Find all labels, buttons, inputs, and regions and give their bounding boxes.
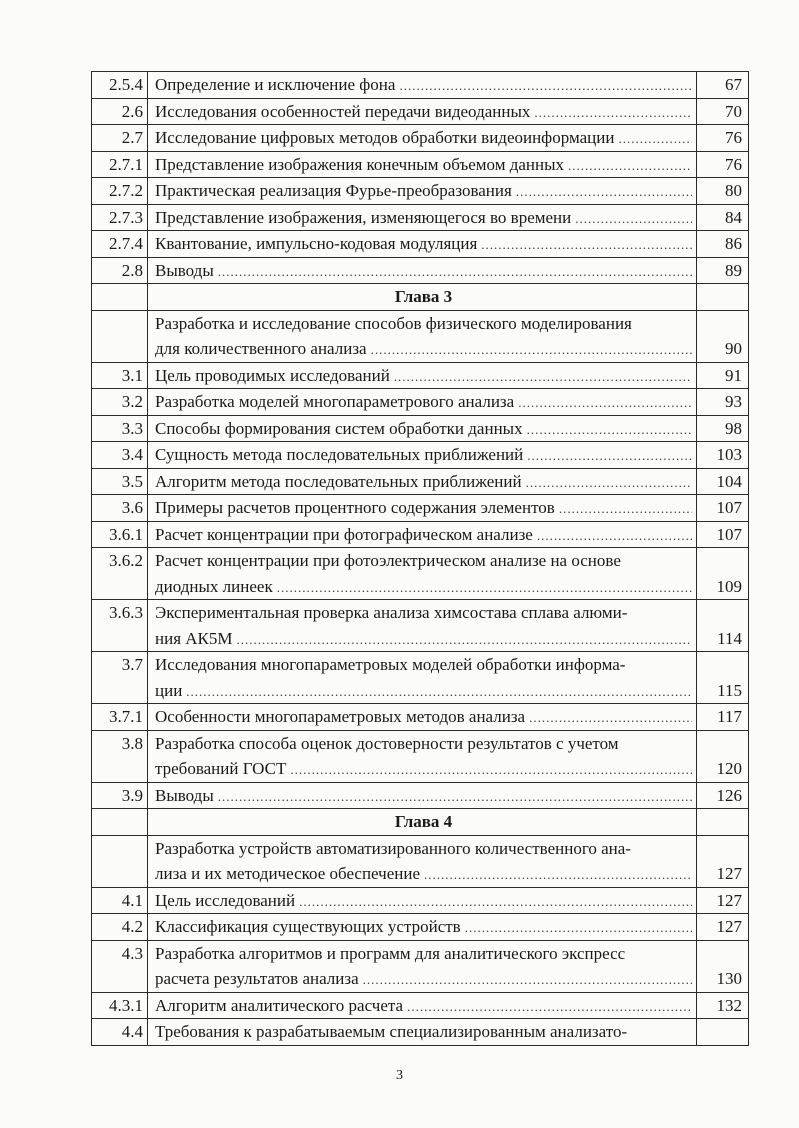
section-title-text: Разработка алгоритмов и программ для аналитического экспресс <box>155 943 626 963</box>
section-title-text: ния АК5М <box>155 628 233 648</box>
toc-number-cell <box>92 125 148 152</box>
section-title-text: Расчет концентрации при фотоэлектрическом анализе на основе <box>155 551 621 570</box>
dot-leader <box>237 627 693 652</box>
toc-title-cell <box>148 257 697 284</box>
dot-leader <box>518 390 692 415</box>
toc-number-cell <box>92 495 148 522</box>
section-number: 2.6 <box>121 101 143 121</box>
dot-leader <box>516 179 692 204</box>
page-ref: 76 <box>725 154 742 174</box>
section-number: 4.2 <box>121 917 143 936</box>
toc-title-cell <box>148 704 697 731</box>
section-title-line <box>155 72 692 98</box>
toc-page-cell <box>697 72 749 99</box>
dot-leader <box>299 889 692 914</box>
section-number: 4.3.1 <box>109 995 143 1015</box>
toc-page-cell <box>697 310 749 362</box>
section-title-text: Квантование, импульсно-кодовая модуляция <box>155 234 478 253</box>
page-ref: 120 <box>716 759 742 778</box>
section-number: 3.7.1 <box>109 707 143 726</box>
toc-row <box>92 495 749 522</box>
toc-page-cell <box>697 521 749 548</box>
section-title-line <box>155 704 692 730</box>
toc-title-cell <box>148 914 697 941</box>
section-title-text: ции <box>155 680 183 700</box>
dot-leader <box>481 232 692 257</box>
toc-title-cell <box>148 415 697 442</box>
toc-number-cell <box>92 887 148 914</box>
section-number: 2.7.3 <box>109 207 143 227</box>
toc-number-cell <box>92 204 148 231</box>
page-ref: 109 <box>716 576 742 596</box>
toc-page-cell <box>697 178 749 205</box>
section-title-line <box>155 99 692 125</box>
section-title-line <box>155 836 692 862</box>
section-number: 3.8 <box>121 733 143 753</box>
section-title-text: Определение и исключение фона <box>155 75 396 94</box>
section-title-text: Выводы <box>155 260 214 280</box>
toc-page-cell <box>697 992 749 1019</box>
dot-leader <box>371 337 692 362</box>
page-ref: 117 <box>717 707 742 726</box>
toc-number-cell <box>92 782 148 809</box>
toc-row <box>92 521 749 548</box>
toc-row <box>92 72 749 99</box>
toc-row <box>92 1019 749 1046</box>
page-ref: 104 <box>716 471 742 491</box>
section-title-line <box>155 231 692 257</box>
page-ref: 127 <box>716 864 742 883</box>
toc-number-cell <box>92 415 148 442</box>
toc-page-cell <box>697 730 749 782</box>
dot-leader <box>424 862 692 887</box>
spacer <box>697 836 742 862</box>
section-title-line <box>155 731 692 757</box>
section-title-line <box>155 152 692 178</box>
toc-chapter-row <box>92 809 749 836</box>
toc-title-cell <box>148 652 697 704</box>
toc-page-cell <box>697 1019 749 1046</box>
section-title-text: Исследование цифровых методов обработки видеоинформации <box>155 128 615 147</box>
section-title-line <box>155 389 692 415</box>
dot-leader <box>534 100 692 125</box>
chapter-heading: Глава 4 <box>394 812 453 831</box>
section-number: 3.5 <box>121 471 143 491</box>
dot-leader <box>618 126 692 151</box>
toc-number-cell <box>92 600 148 652</box>
section-title-text: Примеры расчетов процентного содержания элементов <box>155 498 555 517</box>
section-title-line <box>155 678 692 704</box>
section-title-text: Расчет концентрации при фотографическом анализе <box>155 524 533 544</box>
section-number <box>92 311 143 337</box>
section-number <box>92 836 143 862</box>
toc-row <box>92 231 749 258</box>
section-title-text: Разработка моделей многопараметрового анализа <box>155 392 515 411</box>
toc-number-cell <box>92 730 148 782</box>
section-number: 2.7 <box>121 128 143 147</box>
toc-row <box>92 730 749 782</box>
dot-leader <box>186 679 692 704</box>
spacer <box>697 311 742 337</box>
section-number: 3.3 <box>121 418 143 438</box>
page-ref: 76 <box>725 128 742 147</box>
section-title-text: Классификация существующих устройств <box>155 917 461 936</box>
page-ref: 67 <box>725 75 742 94</box>
toc-number-cell <box>92 548 148 600</box>
toc-title-cell <box>148 442 697 469</box>
toc-title-cell <box>148 992 697 1019</box>
toc-page-cell <box>697 782 749 809</box>
toc-title-cell <box>148 98 697 125</box>
section-title-text: Цель проводимых исследований <box>155 365 390 385</box>
page-ref: 80 <box>725 181 742 200</box>
page-ref: 107 <box>716 524 742 544</box>
dot-leader <box>218 784 692 809</box>
toc-number-cell <box>92 468 148 495</box>
section-title-line <box>155 783 692 809</box>
section-title-line <box>155 469 692 495</box>
toc-row <box>92 887 749 914</box>
toc-page-cell <box>697 704 749 731</box>
toc-page-cell <box>697 362 749 389</box>
page-ref: 127 <box>716 917 742 936</box>
toc-title-cell <box>148 1019 697 1046</box>
toc-page-cell <box>697 914 749 941</box>
toc-row <box>92 257 749 284</box>
toc-page-cell <box>697 442 749 469</box>
dot-leader <box>537 523 692 548</box>
section-number: 3.2 <box>121 392 143 411</box>
page-ref: 89 <box>725 260 742 280</box>
toc-page-cell <box>697 940 749 992</box>
dot-leader <box>394 364 692 389</box>
section-title-line <box>155 652 692 678</box>
dot-leader <box>277 575 692 600</box>
section-title-line <box>155 311 692 337</box>
section-title-text: диодных линеек <box>155 576 273 596</box>
section-number: 2.8 <box>121 260 143 280</box>
toc-title-cell <box>148 468 697 495</box>
toc-row <box>92 442 749 469</box>
dot-leader <box>526 470 692 495</box>
section-title-text: Алгоритм метода последовательных приближений <box>155 471 522 491</box>
section-number: 2.7.4 <box>109 234 143 253</box>
toc-title-cell <box>148 362 697 389</box>
section-title-text: требований ГОСТ <box>155 759 287 778</box>
toc-row <box>92 98 749 125</box>
toc-page-cell <box>697 204 749 231</box>
section-title-line <box>155 416 692 442</box>
page-ref: 70 <box>725 101 742 121</box>
toc-row <box>92 782 749 809</box>
page-ref: 130 <box>716 969 742 988</box>
toc-number-cell <box>92 1019 148 1046</box>
toc-row <box>92 914 749 941</box>
section-title-text: Сущность метода последовательных приближений <box>155 445 524 464</box>
toc-row <box>92 468 749 495</box>
dot-leader <box>527 417 692 442</box>
toc-number-cell <box>92 835 148 887</box>
toc-title-cell <box>148 284 697 311</box>
toc-number-cell <box>92 992 148 1019</box>
dot-leader <box>575 206 692 231</box>
page-ref: 84 <box>725 207 742 227</box>
section-title-line <box>155 363 692 389</box>
toc-chapter-row <box>92 284 749 311</box>
section-title-line <box>155 258 692 284</box>
section-title-line <box>155 914 692 940</box>
toc-page-cell <box>697 151 749 178</box>
toc-number-cell <box>92 151 148 178</box>
toc-page-cell <box>697 548 749 600</box>
toc-number-cell <box>92 98 148 125</box>
toc-number-cell <box>92 72 148 99</box>
toc-row <box>92 178 749 205</box>
section-title-line <box>155 336 692 362</box>
toc-number-cell <box>92 389 148 416</box>
toc-number-cell <box>92 284 148 311</box>
section-title-line <box>155 548 692 574</box>
section-title-line <box>155 1019 692 1045</box>
section-number: 3.1 <box>121 365 143 385</box>
dot-leader <box>465 915 692 940</box>
section-number: 4.1 <box>121 890 143 910</box>
section-number: 2.7.1 <box>109 154 143 174</box>
page-ref: 90 <box>725 339 742 358</box>
section-title-text: Разработка и исследование способов физического моделирования <box>155 313 632 333</box>
section-title-line <box>155 756 692 782</box>
toc-title-cell <box>148 151 697 178</box>
dot-leader <box>559 496 692 521</box>
section-number: 4.3 <box>121 943 143 963</box>
toc-table <box>91 71 749 1046</box>
toc-number-cell <box>92 362 148 389</box>
section-title-line <box>155 125 692 151</box>
page-ref <box>697 1019 742 1045</box>
toc-title-cell <box>148 495 697 522</box>
spacer <box>697 548 742 574</box>
section-title-text: расчета результатов анализа <box>155 969 359 988</box>
toc-page-cell <box>697 125 749 152</box>
page-ref: 86 <box>725 234 742 253</box>
dot-leader <box>568 153 692 178</box>
page-ref: 103 <box>716 445 742 464</box>
spacer <box>697 941 742 967</box>
toc-row <box>92 151 749 178</box>
toc-number-cell <box>92 652 148 704</box>
section-number: 3.7 <box>121 655 143 674</box>
page-number: 3 <box>396 1068 403 1083</box>
section-title-text: Представление изображения конечным объемом данных <box>155 154 565 174</box>
toc-row <box>92 940 749 992</box>
section-title-line <box>155 600 692 626</box>
toc-row <box>92 835 749 887</box>
section-title-text: Экспериментальная проверка анализа химсостава сплава алюми- <box>155 603 628 622</box>
toc-title-cell <box>148 809 697 836</box>
toc-title-cell <box>148 125 697 152</box>
toc-page-cell <box>697 98 749 125</box>
toc-row <box>92 548 749 600</box>
toc-title-cell <box>148 548 697 600</box>
section-title-text: Цель исследований <box>155 890 296 910</box>
section-title-line <box>155 966 692 992</box>
toc-page-cell <box>697 652 749 704</box>
section-title-text: Представление изображения, изменяющегося во времени <box>155 207 572 227</box>
toc-body <box>92 72 749 1046</box>
section-title-line <box>155 888 692 914</box>
section-title-text: Требования к разрабатываемым специализированным анализато- <box>155 1022 628 1041</box>
section-title-text: Практическая реализация Фурье-преобразования <box>155 181 512 200</box>
section-title-line <box>155 626 692 652</box>
section-title-text: Разработка способа оценок достоверности результатов с учетом <box>155 733 619 753</box>
toc-number-cell <box>92 442 148 469</box>
toc-title-cell <box>148 600 697 652</box>
toc-page-cell <box>697 468 749 495</box>
section-title-line <box>155 941 692 967</box>
section-number: 3.4 <box>121 445 143 464</box>
section-number: 4.4 <box>121 1022 143 1041</box>
toc-title-cell <box>148 178 697 205</box>
section-title-line <box>155 205 692 231</box>
toc-number-cell <box>92 310 148 362</box>
toc-page-cell <box>697 284 749 311</box>
toc-row <box>92 415 749 442</box>
toc-title-cell <box>148 204 697 231</box>
section-title-line <box>155 574 692 600</box>
toc-number-cell <box>92 704 148 731</box>
toc-number-cell <box>92 940 148 992</box>
dot-leader <box>527 443 692 468</box>
dot-leader <box>363 967 692 992</box>
dot-leader <box>218 259 692 284</box>
toc-title-cell <box>148 389 697 416</box>
dot-leader <box>407 994 692 1019</box>
toc-number-cell <box>92 257 148 284</box>
page-ref: 115 <box>717 680 742 700</box>
spacer <box>697 731 742 757</box>
toc-page-cell <box>697 231 749 258</box>
section-title-text: лиза и их методическое обеспечение <box>155 864 421 883</box>
dot-leader <box>529 705 692 730</box>
toc-number-cell <box>92 809 148 836</box>
toc-number-cell <box>92 521 148 548</box>
section-title-line <box>155 861 692 887</box>
page-ref: 114 <box>717 628 742 648</box>
dot-leader <box>290 757 692 782</box>
toc-row <box>92 600 749 652</box>
section-number: 2.7.2 <box>109 181 143 200</box>
page-ref: 91 <box>725 365 742 385</box>
toc-row <box>92 125 749 152</box>
toc-page-cell <box>697 257 749 284</box>
section-number: 3.6 <box>121 498 143 517</box>
toc-page-cell <box>697 887 749 914</box>
section-title-line <box>155 178 692 204</box>
page-ref: 93 <box>725 392 742 411</box>
toc-row <box>92 992 749 1019</box>
toc-row <box>92 204 749 231</box>
toc-title-cell <box>148 730 697 782</box>
section-title-line <box>155 495 692 521</box>
page-ref: 98 <box>725 418 742 438</box>
spacer <box>697 600 742 626</box>
toc-row <box>92 652 749 704</box>
page-ref: 132 <box>716 995 742 1015</box>
chapter-heading: Глава 3 <box>394 287 453 306</box>
page-ref: 127 <box>716 890 742 910</box>
section-title-text: Особенности многопараметровых методов анализа <box>155 707 526 726</box>
toc-title-cell <box>148 521 697 548</box>
section-number: 3.6.3 <box>109 603 143 622</box>
toc-page-cell <box>697 415 749 442</box>
section-title-text: Исследования особенностей передачи видеоданных <box>155 101 531 121</box>
section-number: 3.6.1 <box>109 524 143 544</box>
toc-page-cell <box>697 809 749 836</box>
section-title-text: Выводы <box>155 785 214 805</box>
toc-title-cell <box>148 231 697 258</box>
toc-page-cell <box>697 835 749 887</box>
toc-title-cell <box>148 72 697 99</box>
page-ref: 107 <box>716 498 742 517</box>
toc-row <box>92 310 749 362</box>
toc-page-cell <box>697 389 749 416</box>
section-title-text: для количественного анализа <box>155 339 367 358</box>
section-title-text: Способы формирования систем обработки данных <box>155 418 523 438</box>
toc-row <box>92 362 749 389</box>
toc-page-cell <box>697 600 749 652</box>
section-number: 3.6.2 <box>109 551 143 570</box>
section-number: 2.5.4 <box>109 75 143 94</box>
toc-title-cell <box>148 782 697 809</box>
section-title-text: Алгоритм аналитического расчета <box>155 995 404 1015</box>
toc-row <box>92 704 749 731</box>
section-title-text: Исследования многопараметровых моделей обработки информа- <box>155 655 626 674</box>
toc-number-cell <box>92 231 148 258</box>
dot-leader <box>399 73 692 98</box>
section-title-text: Разработка устройств автоматизированного количественного ана- <box>155 838 631 858</box>
toc-title-cell <box>148 835 697 887</box>
page-ref: 126 <box>716 785 742 805</box>
section-title-line <box>155 442 692 468</box>
section-title-line <box>155 522 692 548</box>
toc-row <box>92 389 749 416</box>
section-number: 3.9 <box>121 785 143 805</box>
toc-number-cell <box>92 914 148 941</box>
toc-title-cell <box>148 310 697 362</box>
spacer <box>697 652 742 678</box>
toc-title-cell <box>148 940 697 992</box>
toc-page-cell <box>697 495 749 522</box>
section-title-line <box>155 993 692 1019</box>
toc-title-cell <box>148 887 697 914</box>
toc-number-cell <box>92 178 148 205</box>
